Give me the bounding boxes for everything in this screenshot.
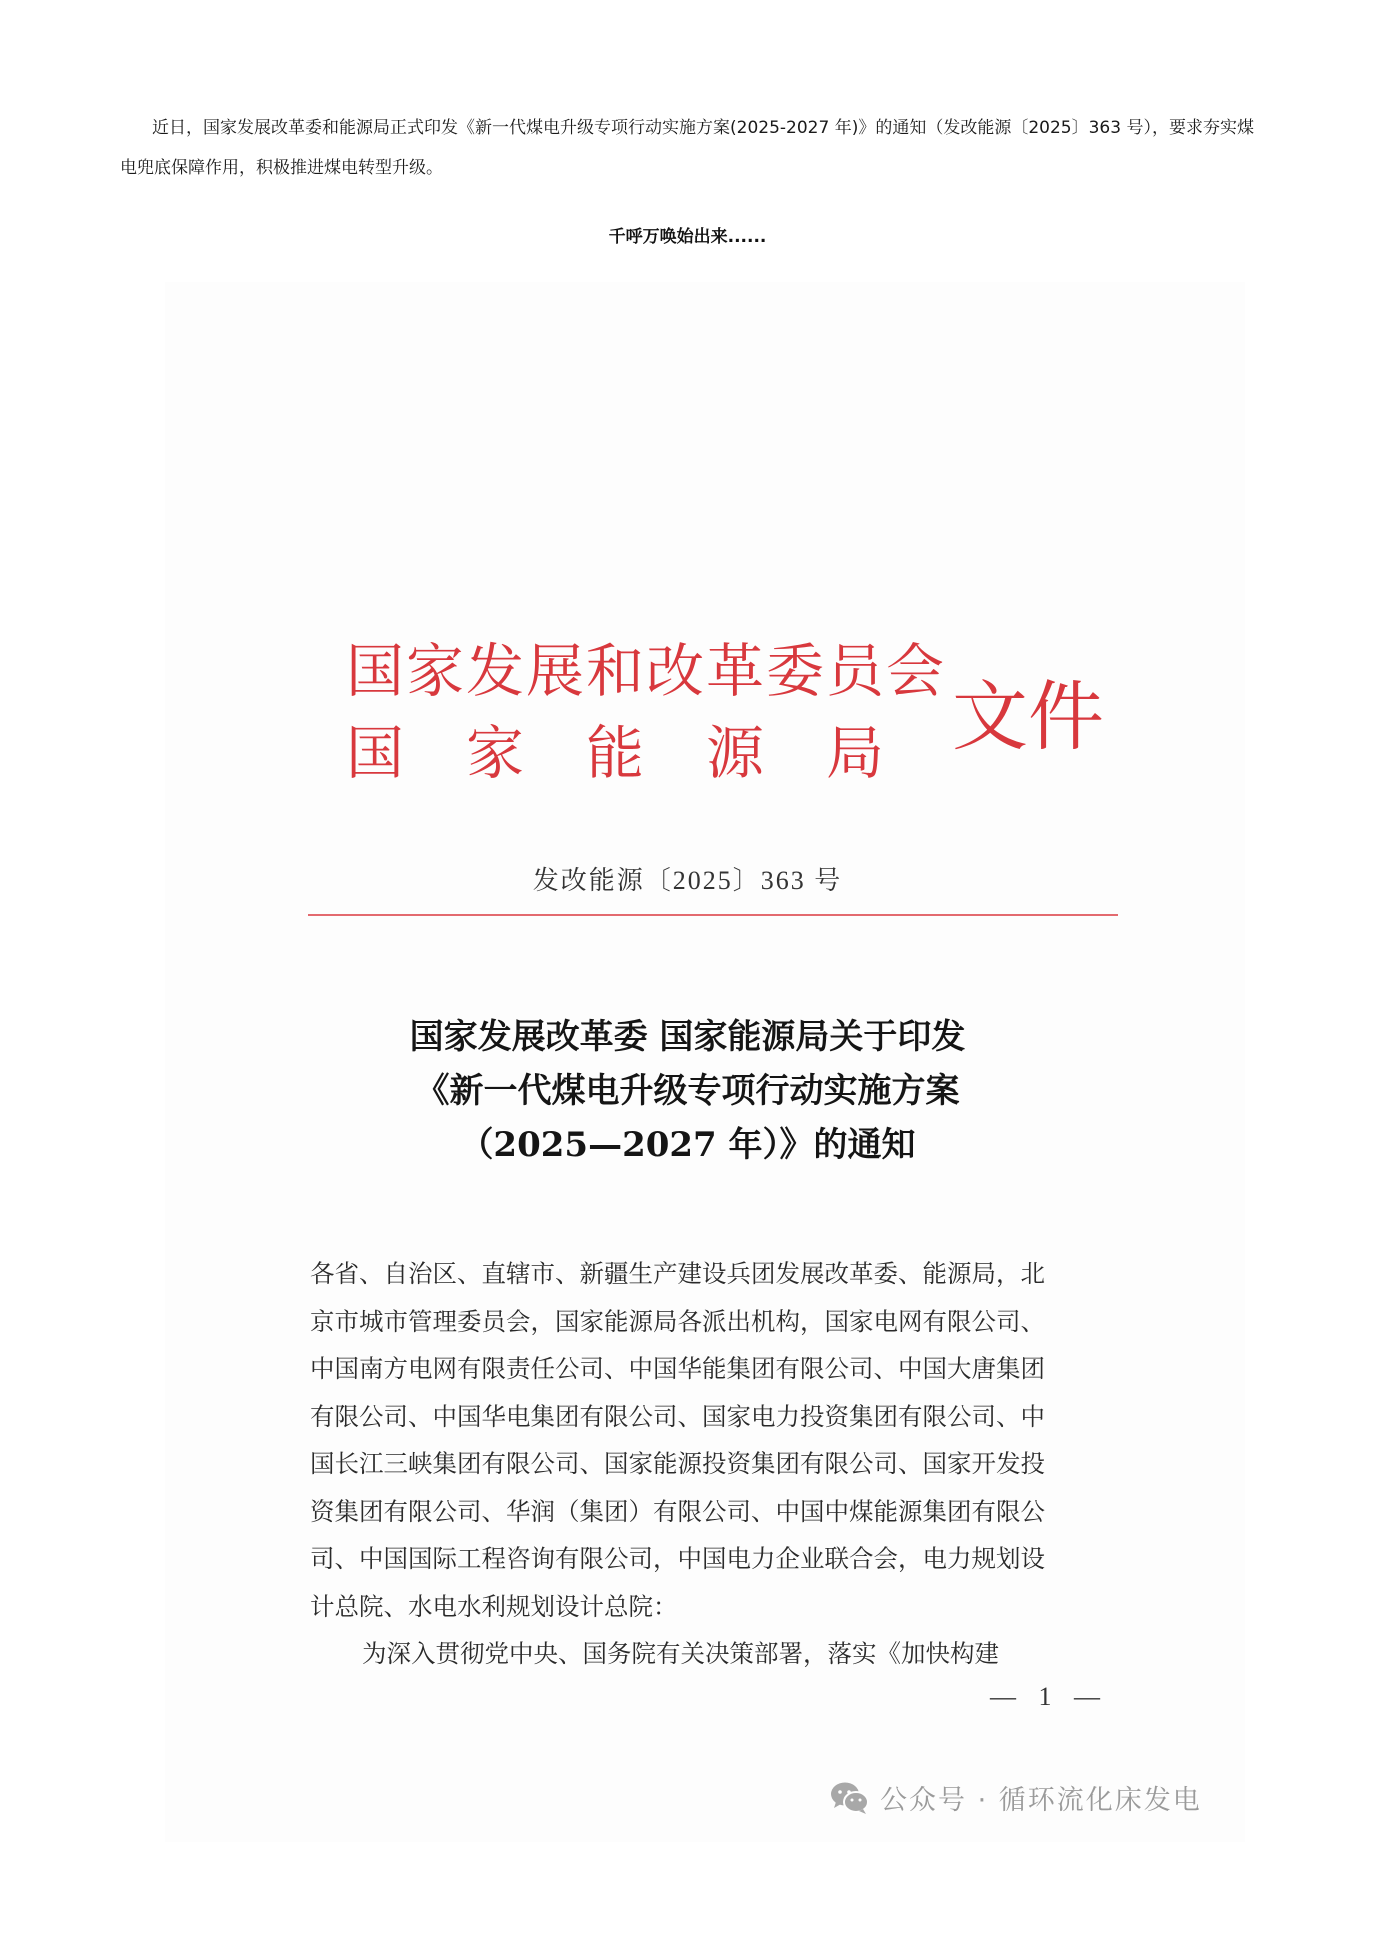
document-body — [310, 1250, 1110, 1678]
recipients-line: 司、中国国际工程咨询有限公司，中国电力企业联合会，电力规划设 — [310, 1544, 1045, 1573]
recipients-line: 有限公司、中国华电集团有限公司、国家电力投资集团有限公司、中 — [310, 1401, 1045, 1431]
body-paragraph-start: 为深入贯彻党中央、国务院有关决策部署，落实《加快构建 — [362, 1639, 999, 1668]
watermark-text: 公众号 · 循环流化床发电 — [880, 1785, 1202, 1816]
red-divider-line — [308, 914, 1118, 916]
agency-ndrc: 国家发展和改革委员会 — [346, 637, 947, 705]
intro-section — [120, 108, 1260, 188]
recipients-line: 中国南方电网有限责任公司、中国华能集团有限公司、中国大唐集团 — [310, 1354, 1045, 1383]
title-line: （2025—2027 年）》的通知 — [459, 1125, 916, 1165]
intro-subheading: 千呼万唤始出来...... — [608, 227, 767, 247]
recipients-line: 计总院、水电水利规划设计总院： — [310, 1591, 678, 1621]
wechat-icon — [830, 1781, 870, 1815]
issuing-agencies — [346, 630, 946, 794]
recipients-line: 国长江三峡集团有限公司、国家能源投资集团有限公司、国家开发投 — [310, 1449, 1045, 1478]
recipients-line: 京市城市管理委员会，国家能源局各派出机构，国家电网有限公司、 — [310, 1306, 1045, 1336]
document-red-header — [346, 630, 1106, 790]
title-line: 《新一代煤电升级专项行动实施方案 — [415, 1071, 960, 1111]
document-title — [0, 1010, 1375, 1172]
recipients-line: 资集团有限公司、华润（集团）有限公司、中国中煤能源集团有限公 — [310, 1496, 1045, 1526]
recipients-line: 各省、自治区、直辖市、新疆生产建设兵团发展改革委、能源局，北 — [310, 1259, 1045, 1288]
agency-nea: 国家能源局 — [346, 719, 947, 787]
document-number: 发改能源〔2025〕363 号 — [532, 866, 843, 895]
intro-paragraph: 近日，国家发展改革委和能源局正式印发《新一代煤电升级专项行动实施方案(2025-2027 年)》的通知（发改能源〔2025〕363 号），要求夯实煤电兜底保障作用，积极推进煤电转型升级。 — [120, 118, 1254, 178]
title-line: 国家发展改革委 国家能源局关于印发 — [409, 1017, 966, 1057]
page-number: — 1 — — [990, 1682, 1108, 1711]
watermark — [830, 1778, 1202, 1817]
header-suffix-document: 文件 — [952, 672, 1104, 761]
